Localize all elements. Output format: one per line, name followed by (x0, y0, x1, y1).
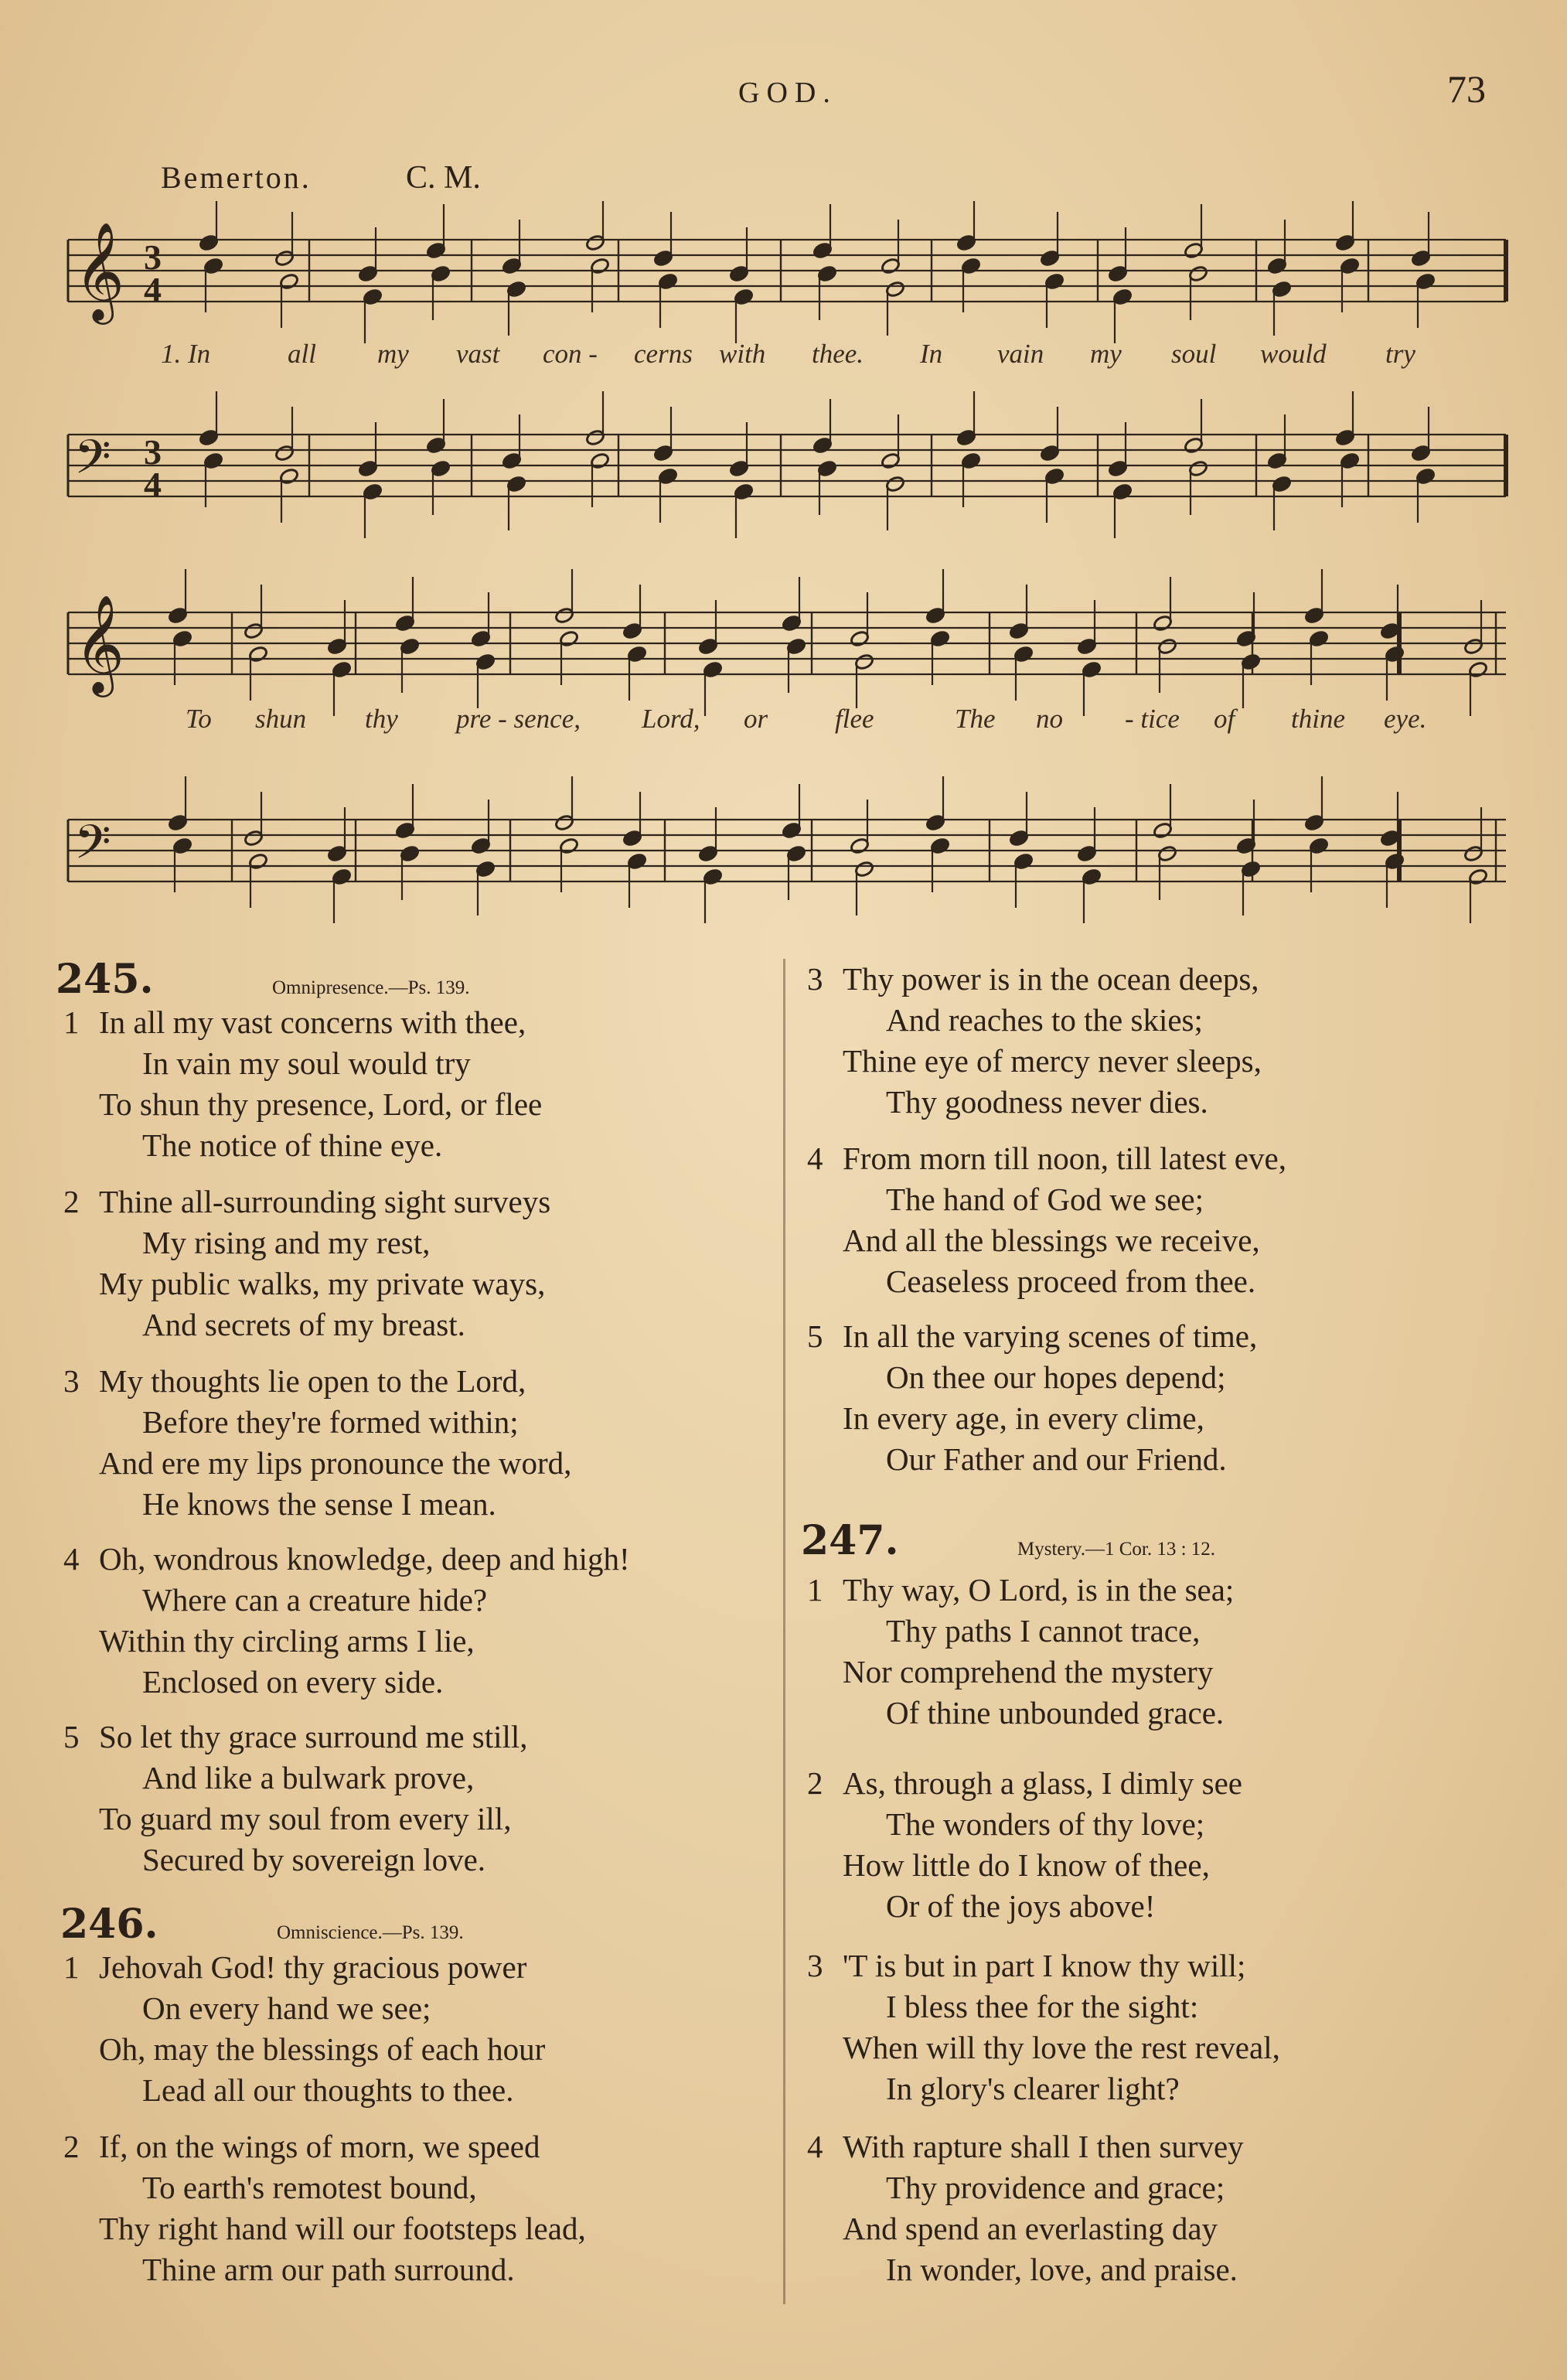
verse-line: Oh, wondrous knowledge, deep and high! (99, 1541, 630, 1577)
lyric-syllable: thine (1291, 704, 1345, 734)
lyric-syllable: In (920, 339, 943, 369)
page-number: 73 (1447, 67, 1486, 111)
hymn-header (801, 1517, 1216, 1564)
verse-line: Where can a creature hide? (142, 1582, 488, 1618)
verse-line: On thee our hopes depend; (886, 1359, 1226, 1395)
verse (807, 1945, 1280, 2109)
verse-line: To guard my soul from every ill, (99, 1801, 512, 1836)
verse-line: Thy providence and grace; (886, 2170, 1225, 2205)
verse-line: Thine eye of mercy never sleeps, (843, 1043, 1262, 1079)
verse-line: On every hand we see; (142, 1990, 431, 2026)
verse-line: Thy right hand will our footsteps lead, (99, 2211, 586, 2246)
tune-meter: C. M. (406, 160, 481, 196)
lyric-syllable: Lord, (642, 704, 700, 734)
verse-line: And secrets of my breast. (142, 1307, 465, 1342)
verse-number: 3 (807, 1948, 823, 1983)
verse-line: As, through a glass, I dimly see (843, 1765, 1242, 1801)
verse-line: In wonder, love, and praise. (886, 2252, 1238, 2287)
lyric-syllable: my (1090, 339, 1122, 369)
lyric-syllable: pre - sence, (456, 704, 581, 734)
verse-line: In all the varying scenes of time, (843, 1318, 1258, 1354)
lyric-syllable: no (1036, 704, 1063, 734)
verse-number: 4 (63, 1541, 80, 1577)
running-head: GOD. (738, 77, 837, 109)
verse-line: Secured by sovereign love. (142, 1842, 486, 1877)
verse (807, 1763, 1242, 1927)
lyric-syllable: eye. (1384, 704, 1427, 734)
verse-number: 3 (807, 961, 823, 997)
verse (807, 1570, 1235, 1734)
verse-line: Our Father and our Friend. (886, 1441, 1227, 1477)
lyric-syllable: - tice (1125, 704, 1180, 734)
bass-clef: 𝄢 (74, 815, 111, 881)
lyric-syllable: of (1214, 704, 1235, 734)
time-signature: 3 (144, 432, 162, 472)
tune-name: Bemerton. (161, 160, 312, 195)
verse-number: 3 (63, 1363, 80, 1399)
verse-line: How little do I know of thee, (843, 1847, 1210, 1883)
verse-line: And ere my lips pronounce the word, (99, 1445, 572, 1481)
verse-number: 5 (63, 1719, 80, 1754)
lyric-syllable: shun (255, 704, 307, 734)
verse (63, 1361, 572, 1525)
verse-line: My rising and my rest, (142, 1225, 431, 1260)
verse (63, 1181, 551, 1345)
music-score (0, 201, 1567, 959)
lyric-syllable: cerns (634, 339, 693, 369)
hymn-header (60, 1901, 464, 1948)
verse-line: The notice of thine eye. (142, 1127, 443, 1163)
verse-line: Within thy circling arms I lie, (99, 1623, 475, 1659)
verse-number: 1 (807, 1572, 823, 1608)
verse-line: 'T is but in part I know thy will; (843, 1948, 1246, 1983)
bass-clef: 𝄢 (74, 430, 111, 496)
lyric-syllable: soul (1171, 339, 1217, 369)
verse-line: The hand of God we see; (886, 1181, 1204, 1217)
verse (63, 1002, 543, 1166)
verse-line: Before they're formed within; (142, 1404, 519, 1440)
lyric-syllable: with (719, 339, 766, 369)
hymn-number: 247. (801, 1517, 899, 1564)
lyric-syllable: would (1260, 339, 1327, 369)
verse-line: I bless thee for the sight: (886, 1989, 1199, 2024)
verse-line: In glory's clearer light? (886, 2071, 1180, 2106)
verse-line: And spend an everlasting day (843, 2211, 1218, 2246)
lyric-syllable: thy (365, 704, 398, 734)
verse-line: Thine arm our path surround. (142, 2252, 515, 2287)
hymn-number: 245. (56, 956, 154, 1003)
verse-number: 1 (63, 1004, 80, 1040)
verse-line: Enclosed on every side. (142, 1664, 444, 1700)
verse-line: To earth's remotest bound, (142, 2170, 477, 2205)
verse-line: And like a bulwark prove, (142, 1760, 475, 1795)
hymn-topic: Omnipresence.—Ps. 139. (272, 977, 470, 998)
verse-line: Nor comprehend the mystery (843, 1654, 1214, 1690)
hymn-number: 246. (60, 1901, 158, 1948)
verse-line: With rapture shall I then survey (843, 2129, 1244, 2164)
verse-line: Jehovah God! thy gracious power (99, 1949, 527, 1985)
lyric-syllable: To (186, 704, 212, 734)
hymn-header (56, 956, 470, 1003)
lyric-syllable: 1. In (161, 339, 211, 369)
lyric-syllable: flee (835, 704, 874, 734)
verse (807, 1316, 1258, 1480)
verse (63, 2126, 586, 2290)
time-signature: 3 (144, 237, 162, 277)
lyric-syllable: con - (543, 339, 598, 369)
lyric-syllable: thee. (812, 339, 864, 369)
verse-number: 1 (63, 1949, 80, 1985)
time-signature: 4 (144, 465, 162, 504)
lyric-syllable: vain (997, 339, 1044, 369)
verse-number: 2 (63, 1184, 80, 1219)
verse-number: 4 (807, 2129, 823, 2164)
lyric-syllable: The (955, 704, 996, 734)
lyric-syllable: vast (456, 339, 500, 369)
lyric-syllable: or (744, 704, 768, 734)
lyric-syllable: all (288, 339, 316, 369)
verse (63, 1539, 630, 1703)
hymn-topic: Omniscience.—Ps. 139. (277, 1922, 464, 1943)
verse (807, 959, 1262, 1123)
verse-number: 2 (807, 1765, 823, 1801)
verse-line: From morn till noon, till latest eve, (843, 1141, 1286, 1176)
treble-clef: 𝄞 (74, 594, 125, 693)
verse-line: When will thy love the rest reveal, (843, 2030, 1280, 2065)
hymn-topic: Mystery.—1 Cor. 13 : 12. (1017, 1539, 1216, 1560)
lyric-syllable: my (377, 339, 409, 369)
verse-line: My thoughts lie open to the Lord, (99, 1363, 526, 1399)
verse-number: 5 (807, 1318, 823, 1354)
verse-line: Thy way, O Lord, is in the sea; (843, 1572, 1235, 1608)
verse-line: And all the blessings we receive, (843, 1222, 1260, 1258)
verse (807, 2126, 1244, 2290)
verse (63, 1947, 546, 2111)
verse-line: If, on the wings of morn, we speed (99, 2129, 540, 2164)
verse-line: Or of the joys above! (886, 1888, 1156, 1924)
verse-line: He knows the sense I mean. (142, 1486, 496, 1522)
verse-number: 4 (807, 1141, 823, 1176)
verse-line: To shun thy presence, Lord, or flee (99, 1086, 543, 1122)
verse-line: Oh, may the blessings of each hour (99, 2031, 546, 2067)
verse-line: And reaches to the skies; (886, 1002, 1203, 1038)
verse-line: Thy power is in the ocean deeps, (843, 961, 1259, 997)
lyric-syllable: try (1385, 339, 1415, 369)
treble-clef: 𝄞 (74, 221, 125, 320)
verse-line: Thy paths I cannot trace, (886, 1613, 1201, 1649)
verse-number: 2 (63, 2129, 80, 2164)
column-divider (783, 959, 785, 2304)
verse-line: Thy goodness never dies. (886, 1084, 1208, 1120)
verse-line: Lead all our thoughts to thee. (142, 2072, 514, 2108)
verse (807, 1138, 1286, 1302)
verse-line: So let thy grace surround me still, (99, 1719, 528, 1754)
verse-line: In all my vast concerns with thee, (99, 1004, 526, 1040)
verse-line: My public walks, my private ways, (99, 1266, 546, 1301)
verse-line: The wonders of thy love; (886, 1806, 1205, 1842)
time-signature: 4 (144, 270, 162, 309)
verse-line: Thine all-surrounding sight surveys (99, 1184, 551, 1219)
verse-line: Ceaseless proceed from thee. (886, 1263, 1256, 1299)
verse (63, 1717, 528, 1880)
verse-line: In every age, in every clime, (843, 1400, 1204, 1436)
verse-line: Of thine unbounded grace. (886, 1695, 1225, 1730)
verse-line: In vain my soul would try (142, 1045, 471, 1081)
